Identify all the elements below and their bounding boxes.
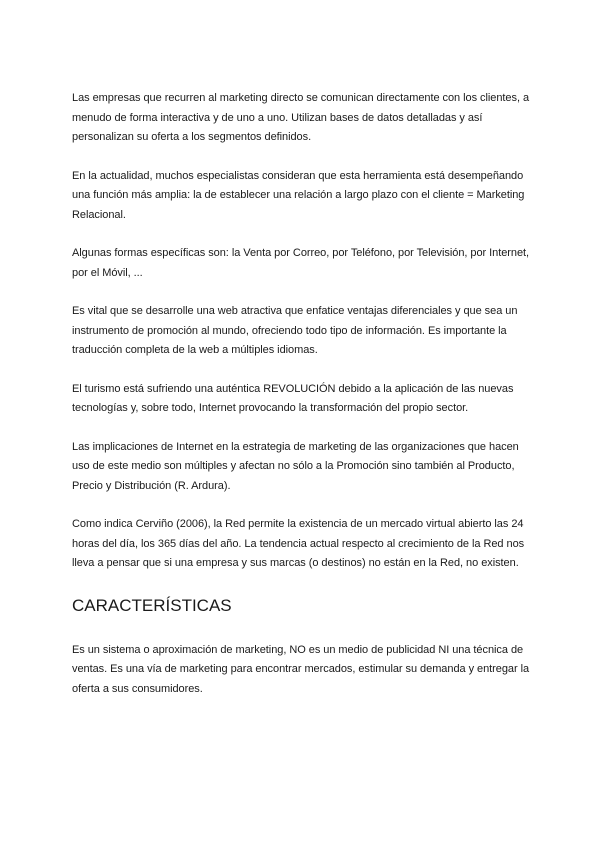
paragraph-turismo-revolucion: El turismo está sufriendo una auténtica REVOLUCIÓN debido a la aplicación de las nuevas tecnologías y, sobre todo, Internet provocando la transformación del propio sector. <box>72 382 514 414</box>
paragraph-sistema-marketing: Es un sistema o aproximación de marketing, NO es un medio de publicidad NI una técnica de ventas. Es una vía de marketing para encontrar mercados, estimular su demanda y entregar la oferta a sus consumidores. <box>72 643 530 695</box>
document-body <box>72 89 530 718</box>
paragraph-marketing-directo: Las empresas que recurren al marketing directo se comunican directamente con los clientes, a menudo de forma interactiva y de uno a uno. Utilizan bases de datos detalladas y así personalizan su oferta a los segmentos definidos. <box>72 92 530 143</box>
paragraph-implicaciones-internet: Las implicaciones de Internet en la estrategia de marketing de las organizaciones que hacen uso de este medio son múltiples y afectan no sólo a la Promoción sino también al Producto, Precio y Distribución (R. Ardura). <box>72 440 519 492</box>
section-heading-caracteristicas: CARACTERÍSTICAS <box>72 595 232 615</box>
paragraph-web-atractiva: Es vital que se desarrolle una web atractiva que enfatice ventajas diferenciales y que sea un instrumento de promoción al mundo, ofreciendo todo tipo de información. Es importante la traducción completa de la web a múltiples idiomas. <box>72 305 518 356</box>
paragraph-marketing-relacional: En la actualidad, muchos especialistas consideran que esta herramienta está desempeñando una función más amplia: la de establecer una relación a largo plazo con el cliente = Marketing Relacional. <box>72 169 525 221</box>
paragraph-formas-especificas: Algunas formas específicas son: la Venta por Correo, por Teléfono, por Televisión, por Internet, por el Móvil, ... <box>72 247 530 279</box>
paragraph-cervino: Como indica Cerviño (2006), la Red permite la existencia de un mercado virtual abierto las 24 horas del día, los 365 días del año. La tendencia actual respecto al crecimiento de la Red nos lleva a pensar que si una empresa y sus marcas (o destinos) no están en la Red, no existen. <box>72 518 525 569</box>
